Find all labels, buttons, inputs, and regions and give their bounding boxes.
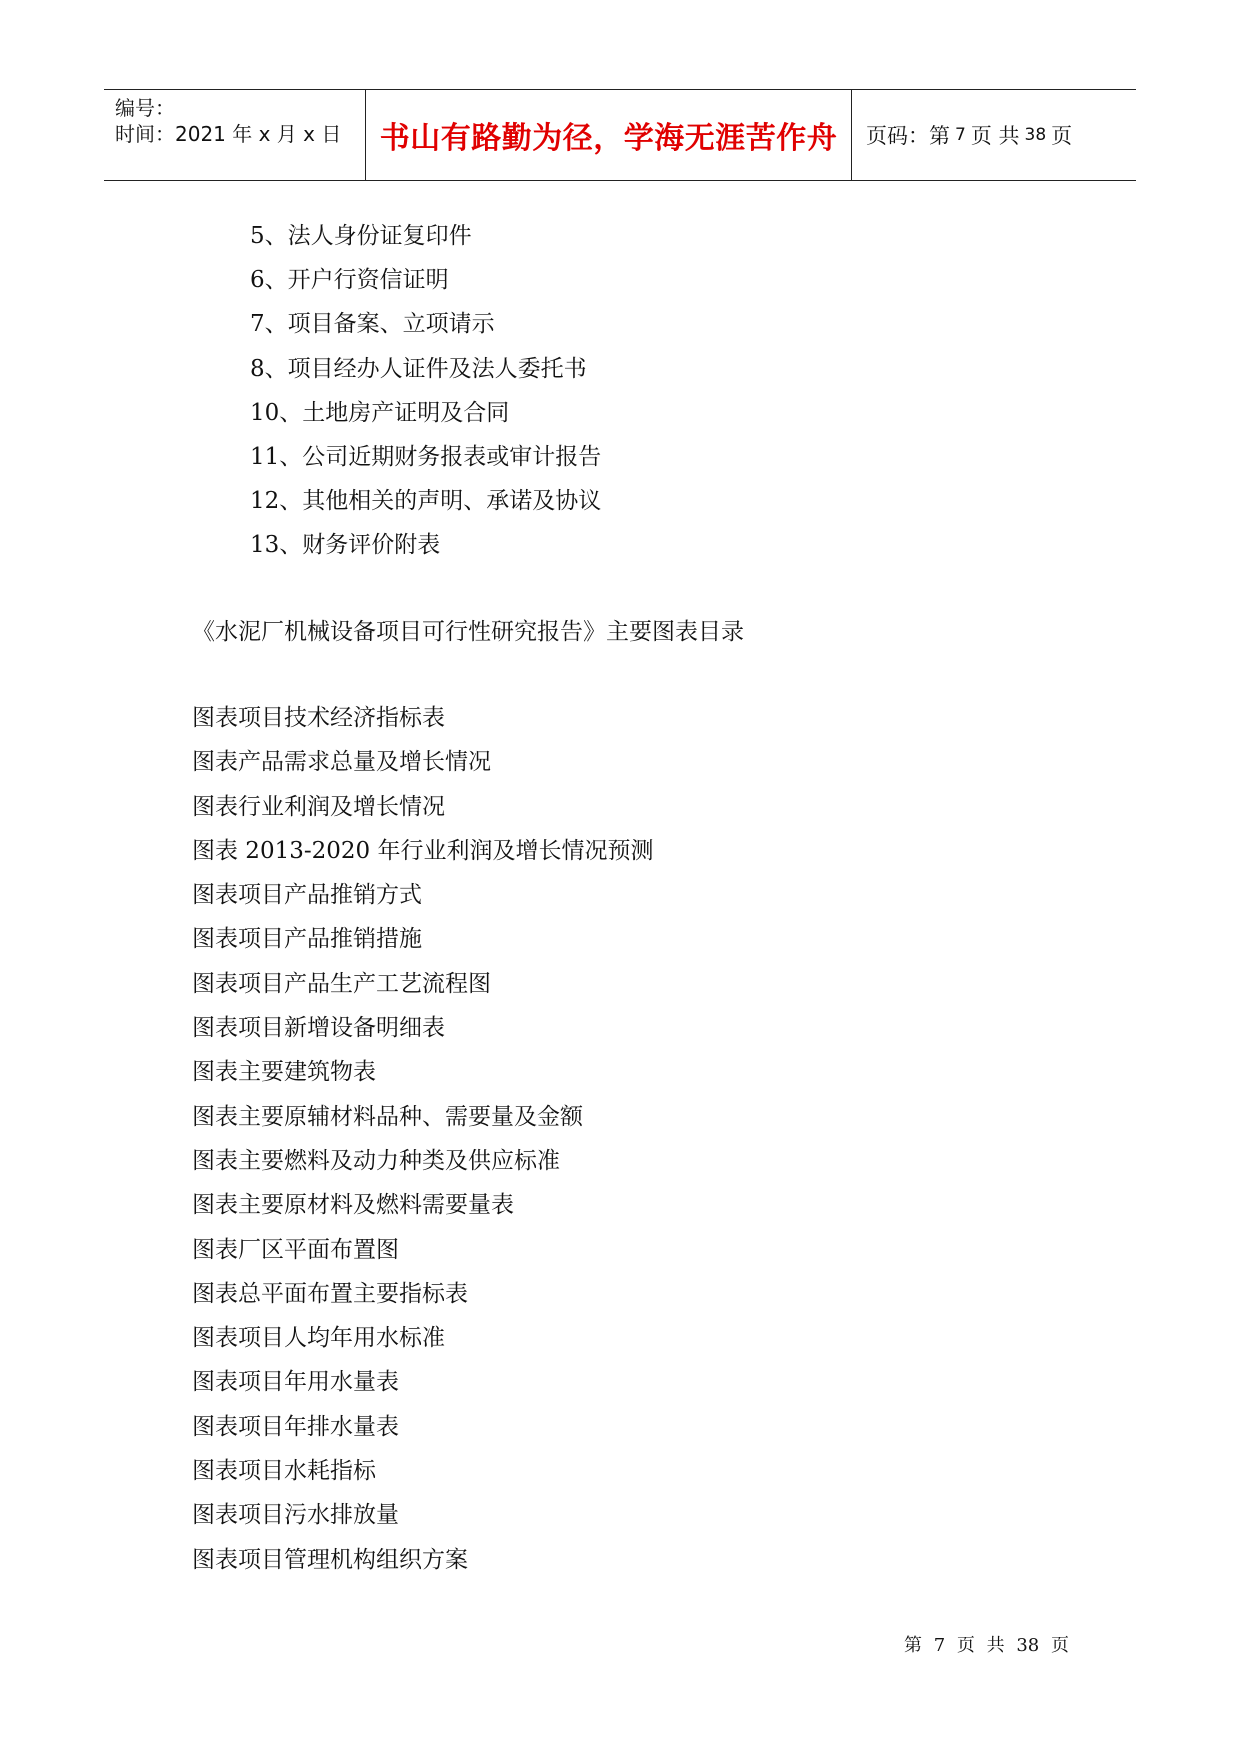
list-item: 图表行业利润及增长情况 [192,793,445,820]
list-item: 6、开户行资信证明 [250,267,449,294]
list-item: 图表项目污水排放量 [192,1502,399,1529]
list-item: 图表项目产品推销措施 [192,926,422,953]
list-item: 图表 2013-2020 年行业利润及增长情况预测 [192,837,654,864]
page-mid: 页 共 [970,124,1020,148]
list-item: 图表主要燃料及动力种类及供应标准 [192,1147,560,1174]
list-item: 图表项目产品推销方式 [192,882,422,909]
header-page-info [852,90,1136,180]
page-footer: 第 7 页 共 38 页 [904,1635,1069,1656]
list-item: 图表项目年用水量表 [192,1369,399,1396]
attachment-list [250,214,601,568]
list-item: 7、项目备案、立项请示 [250,311,495,338]
list-item: 图表厂区平面布置图 [192,1236,399,1263]
list-item: 12、其他相关的声明、承诺及协议 [250,488,602,515]
list-item: 图表项目水耗指标 [192,1458,376,1485]
list-item: 图表总平面布置主要指标表 [192,1280,468,1307]
page-header [104,89,1136,181]
list-item: 图表项目人均年用水标准 [192,1325,445,1352]
list-item: 10、土地房产证明及合同 [250,399,510,426]
list-item: 11、公司近期财务报表或审计报告 [250,443,602,470]
list-item: 13、财务评价附表 [250,532,441,559]
page-prefix: 页码：第 [866,124,950,148]
figure-list [192,696,653,1582]
page-total: 38 [1024,125,1047,145]
list-item: 图表项目年排水量表 [192,1413,399,1440]
list-item: 图表项目管理机构组织方案 [192,1546,468,1573]
document-time-label: 时间：2021 年 x 月 x 日 [115,122,342,146]
list-item: 5、法人身份证复印件 [250,223,472,249]
list-item: 图表项目技术经济指标表 [192,705,445,731]
header-meta [104,90,366,180]
document-number-label: 编号： [115,96,175,120]
list-item: 图表主要原辅材料品种、需要量及金额 [192,1103,583,1130]
header-motto: 书山有路勤为径，学海无涯苦作舟 [366,90,852,180]
list-item: 图表项目新增设备明细表 [192,1015,445,1042]
list-item: 图表主要原材料及燃料需要量表 [192,1192,514,1219]
list-item: 图表产品需求总量及增长情况 [192,749,491,776]
page-current: 7 [955,125,966,145]
section-title: 《水泥厂机械设备项目可行性研究报告》主要图表目录 [192,619,744,645]
page-suffix: 页 [1051,124,1073,148]
list-item: 图表项目产品生产工艺流程图 [192,970,491,997]
list-item: 图表主要建筑物表 [192,1059,376,1086]
list-item: 8、项目经办人证件及法人委托书 [250,355,587,382]
